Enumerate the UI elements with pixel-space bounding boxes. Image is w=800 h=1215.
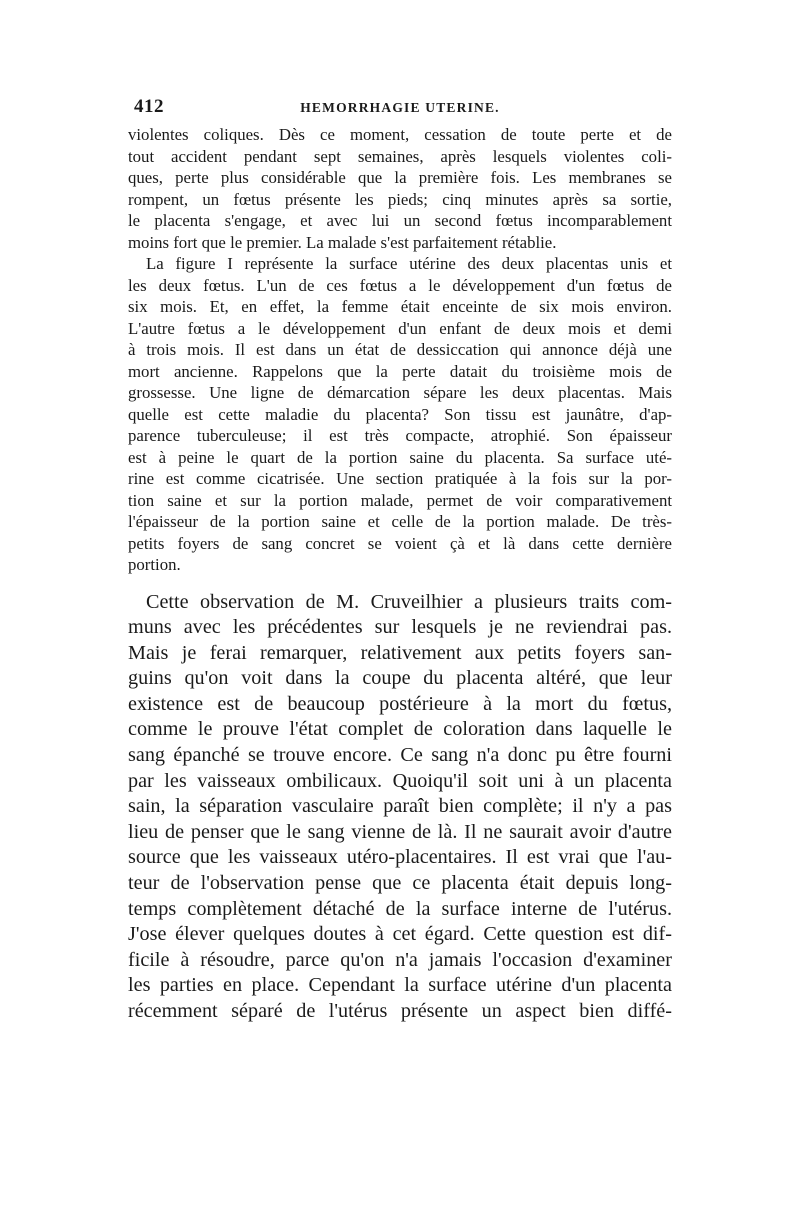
text-line: existence est de beaucoup postérieure à la mort du fœtus,: [128, 692, 672, 715]
text-line: tion saine et sur la portion malade, permet de voir comparativement: [128, 490, 672, 510]
text-line: J'ose élever quelques doutes à cet égard. Cette question est dif-: [128, 923, 672, 946]
text-line: teur de l'observation pense que ce placenta était depuis long-: [128, 872, 672, 895]
text-line: récemment séparé de l'utérus présente un aspect bien diffé-: [128, 1000, 672, 1022]
text-line: tout accident pendant sept semaines, après lesquels violentes coli-: [128, 146, 672, 166]
text-line: parence tuberculeuse; il est très compacte, atrophié. Son épaisseur: [128, 426, 672, 445]
text-line: guins qu'on voit dans la coupe du placenta altéré, que leur: [128, 667, 672, 690]
text-line: les deux fœtus. L'un de ces fœtus a le développement d'un fœtus de: [128, 275, 672, 295]
text-line: petits foyers de sang concret se voient çà et là dans cette dernière: [128, 533, 672, 553]
text-line: lieu de penser que le sang vienne de là. Il ne saurait avoir d'autre: [128, 820, 672, 843]
text-line: Mais je ferai remarquer, relativement aux petits foyers san-: [128, 641, 672, 664]
text-line: L'autre fœtus a le développement d'un enfant de deux mois et demi: [128, 318, 672, 338]
text-line: muns avec les précédentes sur lesquels je ne reviendrai pas.: [128, 616, 672, 639]
book-page: [128, 96, 672, 1025]
text-line: moins fort que le premier. La malade s'est parfaitement rétablie.: [128, 232, 557, 252]
page-header: [128, 96, 672, 124]
text-line: temps complètement détaché de la surface interne de l'utérus.: [128, 897, 672, 920]
text-line: six mois. Et, en effet, la femme était enceinte de six mois environ.: [128, 297, 672, 316]
running-title: HEMORRHAGIE UTERINE.: [300, 100, 500, 115]
text-line: sain, la séparation vasculaire paraît bien complète; il n'y a pas: [128, 795, 672, 818]
text-line: source que les vaisseaux utéro-placentaires. Il est vrai que l'au-: [128, 846, 672, 869]
text-line: les parties en place. Cependant la surface utérine d'un placenta: [128, 974, 672, 997]
text-line: grossesse. Une ligne de démarcation sépare les deux placentas. Mais: [128, 383, 672, 402]
text-line: quelle est cette maladie du placenta? Son tissu est jaunâtre, d'ap-: [128, 404, 672, 424]
text-line: portion.: [128, 555, 181, 574]
text-line: à trois mois. Il est dans un état de dessiccation qui annonce déjà une: [128, 340, 672, 359]
text-line: rompent, un fœtus présente les pieds; cinq minutes après sa sortie,: [128, 189, 672, 209]
text-line: par les vaisseaux ombilicaux. Quoiqu'il soit uni à un placenta: [128, 769, 672, 792]
paragraph-3: [128, 590, 672, 1025]
paragraph-1: [128, 124, 672, 253]
text-line: est à peine le quart de la portion saine du placenta. Sa surface uté-: [128, 447, 672, 467]
text-line: violentes coliques. Dès ce moment, cessation de toute perte et de: [128, 125, 672, 144]
text-line: l'épaisseur de la portion saine et celle de la portion malade. De très-: [128, 512, 672, 531]
text-line: ficile à résoudre, parce qu'on n'a jamais l'occasion d'examiner: [128, 948, 672, 971]
text-line: La figure I représente la surface utérine des deux placentas unis et: [146, 254, 672, 273]
text-line: rine est comme cicatrisée. Une section pratiquée à la fois sur la por-: [128, 469, 672, 488]
paragraph-2: [128, 253, 672, 576]
text-line: Cette observation de M. Cruveilhier a plusieurs traits com-: [146, 590, 672, 613]
text-line: le placenta s'engage, et avec lui un second fœtus incomparablement: [128, 211, 672, 230]
text-line: ques, perte plus considérable que la première fois. Les membranes se: [128, 168, 672, 187]
page-number: 412: [134, 96, 164, 117]
text-line: mort ancienne. Rappelons que la perte datait du troisième mois de: [128, 361, 672, 381]
text-line: comme le prouve l'état complet de coloration dans laquelle le: [128, 718, 672, 741]
text-line: sang épanché se trouve encore. Ce sang n'a donc pu être fourni: [128, 744, 672, 767]
